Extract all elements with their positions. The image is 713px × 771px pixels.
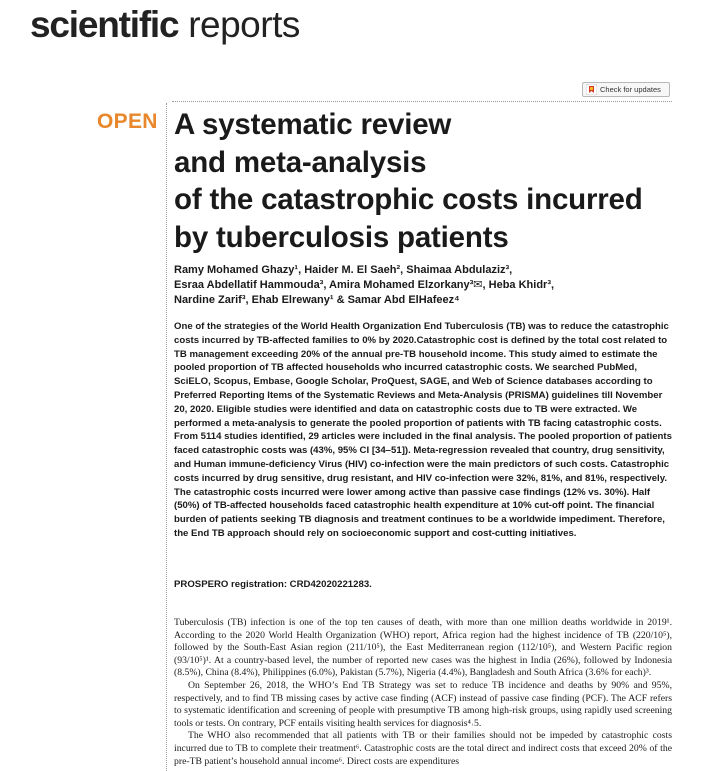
author-line[interactable]: Esraa Abdellatif Hammouda³, Amira Mohamed Elzorkany³✉, Heba Khidr³, — [174, 279, 555, 291]
journal-logo — [30, 4, 300, 46]
journal-name-regular: reports — [188, 4, 300, 45]
author-list — [174, 263, 694, 308]
article-title — [174, 106, 694, 256]
article-body — [174, 617, 672, 768]
author-line[interactable]: Ramy Mohamed Ghazy¹, Haider M. El Saeh², Shaimaa Abdulaziz³, — [174, 264, 513, 276]
body-paragraph: On September 26, 2018, the WHO’s End TB Strategy was set to reduce TB incidence and deaths by 90% and 95%, respectively, and to find TB missing cases by active case finding (ACF) instead of passive case finding (PCF). The ACF refers to systematic identification and screening of people with presumptive TB among high-risk groups, using rapidly used screening tools or tests. On contrary, PCF entails visiting health services for diagnosis⁴˒5. — [174, 679, 672, 729]
check-for-updates-label: Check for updates — [600, 85, 661, 94]
margin-divider — [166, 103, 167, 771]
journal-name-bold: scientific — [30, 4, 179, 45]
title-line: A systematic review — [174, 108, 452, 141]
open-access-label: OPEN — [97, 110, 158, 133]
author-line[interactable]: Nardine Zarif³, Ehab Elrewany¹ & Samar Abd ElHafeez⁴ — [174, 294, 460, 306]
crossmark-icon — [586, 84, 597, 95]
check-for-updates-button[interactable] — [582, 82, 670, 97]
body-paragraph: Tuberculosis (TB) infection is one of the top ten causes of death, with more than one million deaths worldwide in 2019¹. According to the 2020 World Health Organization (WHO) report, Africa region had the highest incidence of TB (220/10⁵), followed by the South-East Asian region (211/10⁵), the East Mediterranean region (112/10⁵), and Western Pacific region (93/10⁵)¹. At a country-based level, the number of reported new cases was the highest in India (26%), followed by Indonesia (8.5%), China (8.4%), Philippines (6.0%), Pakistan (5.7%), Nigeria (4.4%), Bangladesh and South Africa (3.6% for each)³. — [174, 617, 672, 679]
body-paragraph: The WHO also recommended that all patients with TB or their families should not be impeded by catastrophic costs incurred due to TB to complete their treatment⁶. Catastrophic costs are the total direct and indirect costs that exceed 20% of the pre-TB patient’s household annual income⁶. Direct costs are expenditures — [174, 730, 672, 767]
title-line: of the catastrophic costs incurred — [174, 183, 643, 216]
abstract: One of the strategies of the World Health Organization End Tuberculosis (TB) was to reduce the catastrophic costs incurred by TB-affected families to 0% by 2020.Catastrophic cost is defined by the total cost related to TB management exceeding 20% of the annual pre-TB household income. This study aimed to estimate the pooled proportion of TB affected households who incurred catastrophic costs. We searched PubMed, SciELO, Scopus, Embase, Google Scholar, ProQuest, SAGE, and Web of Science databases according to Preferred Reporting Items of the Systematic Reviews and Meta-Analysis (PRISMA) guidelines till November 20, 2020. Eligible studies were identified and data on catastrophic costs due to TB were extracted. We performed a meta-analysis to generate the pooled proportion of patients with TB facing catastrophic costs. From 5114 studies identified, 29 articles were included in the final analysis. The pooled proportion of patients faced catastrophic costs was (43%, 95% CI [34–51]). Meta-regression revealed that country, drug sensitivity, and Human immune-deficiency Virus (HIV) co-infection were the main predictors of such costs. Catastrophic costs incurred by drug sensitive, drug resistant, and HIV co-infection were 32%, 81%, and 81%, respectively. The catastrophic costs incurred were lower among active than passive case findings (12% vs. 30%). Half (50%) of TB-affected households faced catastrophic health expenditure at 10% cut-off point. The financial burden of patients seeking TB diagnosis and treatment continues to be a worldwide impediment. Therefore, the End TB approach should rely on socioeconomic support and cost-cutting initiatives. — [174, 321, 672, 539]
prospero-registration: PROSPERO registration: CRD42020221283. — [174, 579, 372, 590]
title-line: by tuberculosis patients — [174, 220, 509, 254]
header-divider — [172, 101, 672, 102]
title-line: and meta-analysis — [174, 145, 427, 179]
